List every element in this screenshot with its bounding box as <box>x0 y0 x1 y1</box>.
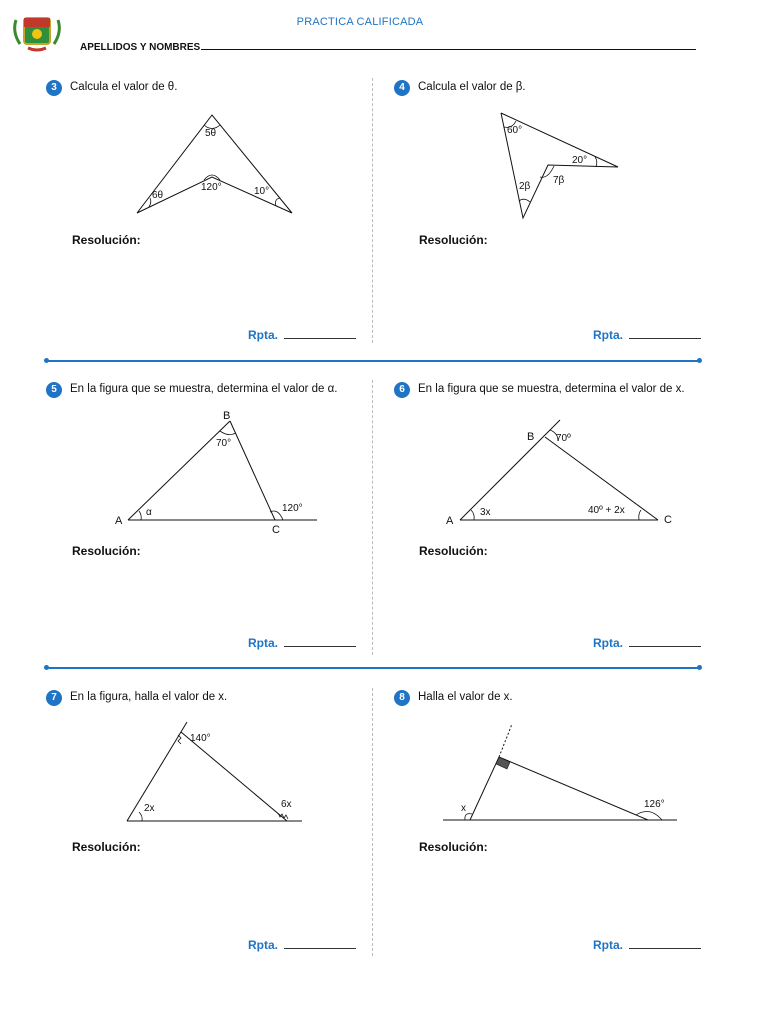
answer-field[interactable] <box>248 938 356 952</box>
figure-problem-3 <box>120 100 310 225</box>
figure-problem-4 <box>490 105 630 225</box>
problem-statement: Calcula el valor de θ. <box>70 81 178 93</box>
section-separator <box>46 360 700 362</box>
problem-statement: En la figura, halla el valor de x. <box>70 691 228 703</box>
page-title: PRACTICA CALIFICADA <box>296 16 424 28</box>
angle-label: 5θ <box>205 128 217 139</box>
answer-blank[interactable] <box>284 938 356 949</box>
angle-label: 120° <box>201 182 222 193</box>
answer-label: Rpta. <box>593 636 623 650</box>
angle-label: 2x <box>144 803 155 814</box>
angle-label: 2β <box>519 181 531 192</box>
name-label: APELLIDOS Y NOMBRES <box>80 42 201 53</box>
resolution-label: Resolución: <box>419 840 488 854</box>
answer-blank[interactable] <box>284 636 356 647</box>
resolution-label: Resolución: <box>419 233 488 247</box>
angle-label: 120° <box>282 503 303 514</box>
angle-label: 40º + 2x <box>588 505 625 516</box>
name-blank-line <box>201 40 696 50</box>
answer-label: Rpta. <box>248 938 278 952</box>
answer-field[interactable] <box>593 328 701 342</box>
angle-label: 20° <box>572 155 588 166</box>
resolution-label: Resolución: <box>72 840 141 854</box>
angle-label: α <box>146 507 152 518</box>
answer-field[interactable] <box>593 938 701 952</box>
angle-label: 6θ <box>152 190 164 201</box>
problem-number: 5 <box>46 382 62 398</box>
problem-statement: Halla el valor de x. <box>418 691 513 703</box>
answer-label: Rpta. <box>248 328 278 342</box>
answer-blank[interactable] <box>629 636 701 647</box>
column-divider <box>372 688 373 956</box>
angle-label: 7β <box>553 175 565 186</box>
angle-label: 140° <box>190 733 211 744</box>
problem-number: 7 <box>46 690 62 706</box>
resolution-label: Resolución: <box>419 544 488 558</box>
answer-blank[interactable] <box>284 328 356 339</box>
angle-label: 70º <box>556 433 571 444</box>
answer-label: Rpta. <box>593 938 623 952</box>
answer-blank[interactable] <box>629 328 701 339</box>
answer-field[interactable] <box>248 328 356 342</box>
angle-label: 3x <box>480 507 491 518</box>
name-field[interactable] <box>80 40 696 53</box>
vertex-label: C <box>272 524 280 536</box>
angle-label: x <box>461 803 466 814</box>
vertex-label: C <box>664 514 672 526</box>
problem-number: 4 <box>394 80 410 96</box>
answer-field[interactable] <box>593 636 701 650</box>
problem-statement: Calcula el valor de β. <box>418 81 526 93</box>
figure-problem-7 <box>115 715 310 830</box>
figure-problem-8 <box>440 718 685 828</box>
problem-number: 6 <box>394 382 410 398</box>
figure-problem-6 <box>440 415 690 535</box>
problem-statement: En la figura que se muestra, determina el valor de α. <box>70 383 338 395</box>
vertex-label: B <box>527 431 535 443</box>
figure-problem-5 <box>110 405 325 540</box>
angle-label: 70° <box>216 438 232 449</box>
section-separator <box>46 667 700 669</box>
column-divider <box>372 380 373 655</box>
angle-label: 126° <box>644 799 665 810</box>
vertex-label: B <box>223 410 231 422</box>
resolution-label: Resolución: <box>72 233 141 247</box>
problem-number: 8 <box>394 690 410 706</box>
answer-field[interactable] <box>248 636 356 650</box>
angle-label: 10° <box>254 186 270 197</box>
column-divider <box>372 78 373 343</box>
vertex-label: A <box>446 515 454 527</box>
resolution-label: Resolución: <box>72 544 141 558</box>
problem-number: 3 <box>46 80 62 96</box>
answer-label: Rpta. <box>593 328 623 342</box>
angle-label: 60° <box>507 125 523 136</box>
answer-label: Rpta. <box>248 636 278 650</box>
vertex-label: A <box>115 515 123 527</box>
angle-label: 6x <box>281 799 292 810</box>
answer-blank[interactable] <box>629 938 701 949</box>
problem-statement: En la figura que se muestra, determina el valor de x. <box>418 383 685 395</box>
